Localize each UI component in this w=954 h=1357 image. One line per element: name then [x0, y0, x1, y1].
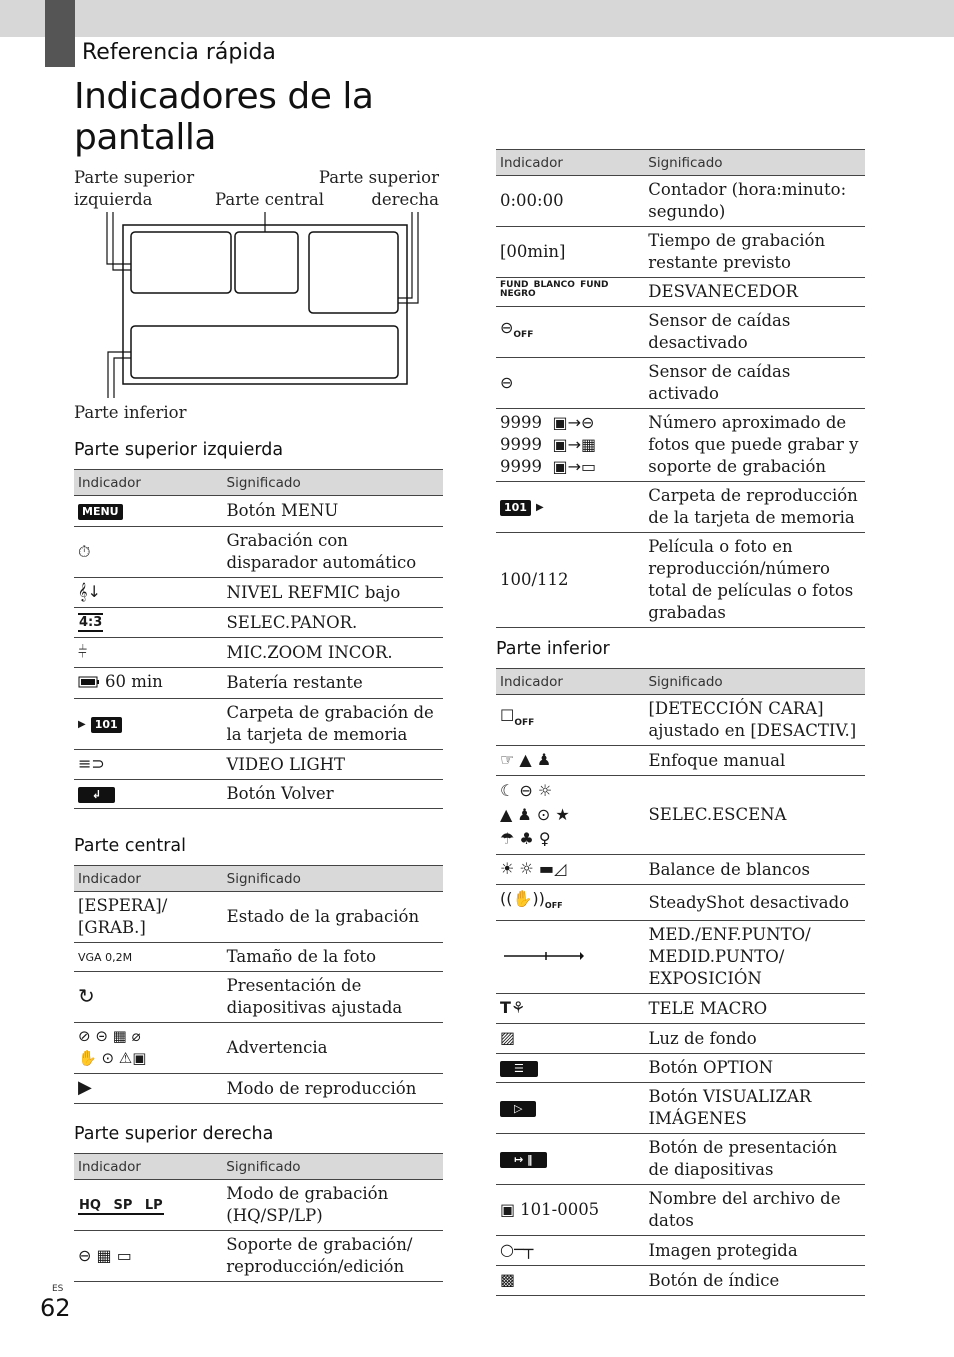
table-row: 𝄞↓ NIVEL REFMIC bajo [74, 578, 443, 608]
return-icon: ↲ [78, 787, 115, 803]
table-row: VGA 0,2M Tamaño de la foto [74, 943, 443, 972]
diagram-label-top-right: Parte superior derecha [318, 168, 439, 209]
table-row: HQ SP LP Modo de grabación (HQ/SP/LP) [74, 1180, 443, 1231]
table-row: ↲ Botón Volver [74, 780, 443, 809]
camera-icon: ▣ [500, 1199, 516, 1219]
subhead-bottom: Parte inferior [496, 639, 610, 659]
table-row: MENU Botón MENU [74, 496, 443, 527]
diagram-label-bottom: Parte inferior [74, 403, 187, 422]
table-row: ☞ ▲ ♟ Enfoque manual [496, 746, 865, 776]
backlight-icon: ▨ [500, 1028, 516, 1048]
section-tab [45, 0, 75, 67]
page-title: Indicadores de la pantalla [74, 76, 374, 158]
table-row: ▣ 101-0005 Nombre del archivo de datos [496, 1185, 865, 1236]
table-row: ▶ 101 Carpeta de grabación de la tarjeta de memoria [74, 699, 443, 750]
tele-macro-icon: T⚘ [500, 998, 526, 1018]
table-row: ⊘ ⊝ ▦ ⌀ ✋ ⊙ ⚠▣ Advertencia [74, 1023, 443, 1074]
table-row: ▨ Luz de fondo [496, 1024, 865, 1054]
subhead-top-left: Parte superior izquierda [74, 440, 284, 460]
table-row: [ESPERA]/ [GRAB.] Estado de la grabación [74, 892, 443, 943]
table-row: ⫩ MIC.ZOOM INCOR. [74, 638, 443, 668]
video-light-icon: ≡⊃ [78, 754, 105, 773]
col-header-indicator: Indicador [74, 470, 223, 496]
table-center [74, 865, 443, 1104]
table-row: ↻ Presentación de diapositivas ajustada [74, 972, 443, 1023]
arrow-right-icon: ▶ [78, 719, 86, 730]
face-detection-off-icon: $☐_{OFF}$ [500, 706, 535, 729]
play-folder-icon: 101 [500, 500, 531, 516]
table-row: ▶ Modo de reproducción [74, 1074, 443, 1104]
table-row: $☐_{OFF}$ [DETECCIÓN CARA] ajustado en [DESACTIV.] [496, 695, 865, 746]
col-header-indicator: Indicador [496, 150, 644, 176]
table-row: 9999 ▣→⊖ 9999 ▣→▦ 9999 ▣→▭ Número aproximado de fotos que puede grabar y soporte de grabación [496, 409, 865, 482]
header-bar [0, 0, 954, 37]
page-number: 62 [40, 1294, 71, 1322]
table-row: ⊖ Sensor de caídas activado [496, 358, 865, 409]
battery-icon [78, 676, 100, 688]
white-balance-icon: ☀ ☼ ▬◿ [500, 859, 567, 878]
view-images-icon: ▷ [500, 1101, 536, 1117]
table-row: FUND BLANCO FUND NEGRO DESVANECEDOR [496, 278, 865, 307]
rec-folder-icon: 101 [91, 717, 122, 733]
table-row: T⚘ TELE MACRO [496, 994, 865, 1024]
scene-selection-icon: ☾ ⊖ ☼ ▲ ♟ ⊙ ★ ☂ ♣ ♀ [500, 781, 570, 848]
index-icon: ▩ [500, 1270, 516, 1290]
table-top-right [74, 1153, 443, 1282]
table-row: 0:00:00 Contador (hora:minuto: segundo) [496, 176, 865, 227]
section-label: Referencia rápida [82, 40, 276, 65]
warning-icon: ⊘ ⊝ ▦ ⌀ ✋ ⊙ ⚠▣ [78, 1027, 147, 1067]
diagram-label-center: Parte central [215, 190, 324, 209]
col-header-meaning: Significado [644, 150, 865, 176]
table-row: ↦ ‖ Botón de presentación de diapositivas [496, 1134, 865, 1185]
table-row: ▷ Botón VISUALIZAR IMÁGENES [496, 1083, 865, 1134]
table-right-top [496, 149, 865, 628]
drop-sensor-off-icon: $⊖_{OFF}$ [500, 318, 534, 341]
table-row: ▩ Botón de índice [496, 1266, 865, 1296]
menu-icon: MENU [78, 504, 123, 520]
photo-size-icon: VGA 0,2M [78, 951, 133, 964]
table-row: 100/112 Película o foto en reproducción/número total de películas o fotos grabadas [496, 533, 865, 628]
table-row: [00min] Tiempo de grabación restante previsto [496, 227, 865, 278]
drop-sensor-on-icon: ⊖ [500, 372, 514, 392]
table-row: ☾ ⊖ ☼ ▲ ♟ ⊙ ★ ☂ ♣ ♀ SELEC.ESCENA [496, 776, 865, 855]
table-row: ⏱ Grabación con disparador automático [74, 527, 443, 578]
photo-count-icon: 9999 ▣→⊖ 9999 ▣→▦ 9999 ▣→▭ [496, 409, 644, 482]
table-bottom [496, 668, 865, 1296]
rec-mode-icon: HQ SP LP [79, 1197, 163, 1213]
self-timer-icon: ⏱ [78, 541, 91, 561]
table-row: ☰ Botón OPTION [496, 1054, 865, 1083]
table-top-left [74, 469, 443, 809]
steadyshot-off-icon: $((✋))_{OFF}$ [500, 889, 563, 911]
table-row: ☀ ☼ ▬◿ Balance de blancos [496, 855, 865, 885]
spot-meter-icon [500, 951, 584, 961]
col-header-indicator: Indicador [74, 1154, 222, 1180]
media-icon: ⊖ ▦ ▭ [78, 1245, 132, 1265]
col-header-meaning: Significado [222, 1154, 443, 1180]
arrow-right-icon: ▶ [535, 501, 544, 513]
zoom-mic-icon: ⫩ [78, 642, 88, 661]
table-row: ○─┬ Imagen protegida [496, 1236, 865, 1266]
col-header-meaning: Significado [223, 866, 443, 892]
fader-icon: FUND BLANCO FUND NEGRO [500, 280, 609, 299]
col-header-indicator: Indicador [496, 669, 644, 695]
col-header-indicator: Indicador [74, 866, 223, 892]
subhead-top-right: Parte superior derecha [74, 1124, 274, 1144]
option-button-icon: ☰ [500, 1061, 538, 1077]
slideshow-button-icon: ↦ ‖ [500, 1152, 547, 1168]
table-row: 4:3 SELEC.PANOR. [74, 608, 443, 638]
language-code: ES [52, 1284, 64, 1294]
playback-mode-icon: ▶ [78, 1077, 92, 1098]
diagram-label-top-left: Parte superior izquierda [74, 168, 195, 209]
table-row: ≡⊃ VIDEO LIGHT [74, 750, 443, 780]
screen-diagram [100, 212, 420, 398]
table-row: 60 min Batería restante [74, 668, 443, 699]
table-row: $⊖_{OFF}$ Sensor de caídas desactivado [496, 307, 865, 358]
wide-select-icon: 4:3 [79, 615, 103, 630]
table-row: $((✋))_{OFF}$ SteadyShot desactivado [496, 885, 865, 921]
table-row: MED./ENF.PUNTO/ MEDID.PUNTO/ EXPOSICIÓN [496, 921, 865, 994]
slideshow-repeat-icon: ↻ [78, 983, 95, 1008]
col-header-meaning: Significado [644, 669, 865, 695]
table-row: ⊖ ▦ ▭ Soporte de grabación/ reproducción/edición [74, 1231, 443, 1282]
manual-focus-icon: ☞ ▲ ♟ [500, 750, 552, 769]
table-row: 101 ▶ Carpeta de reproducción de la tarjeta de memoria [496, 482, 865, 533]
subhead-center: Parte central [74, 836, 186, 856]
col-header-meaning: Significado [223, 470, 444, 496]
protect-key-icon: ○─┬ [500, 1240, 534, 1260]
mic-level-low-icon: 𝄞↓ [78, 582, 101, 601]
